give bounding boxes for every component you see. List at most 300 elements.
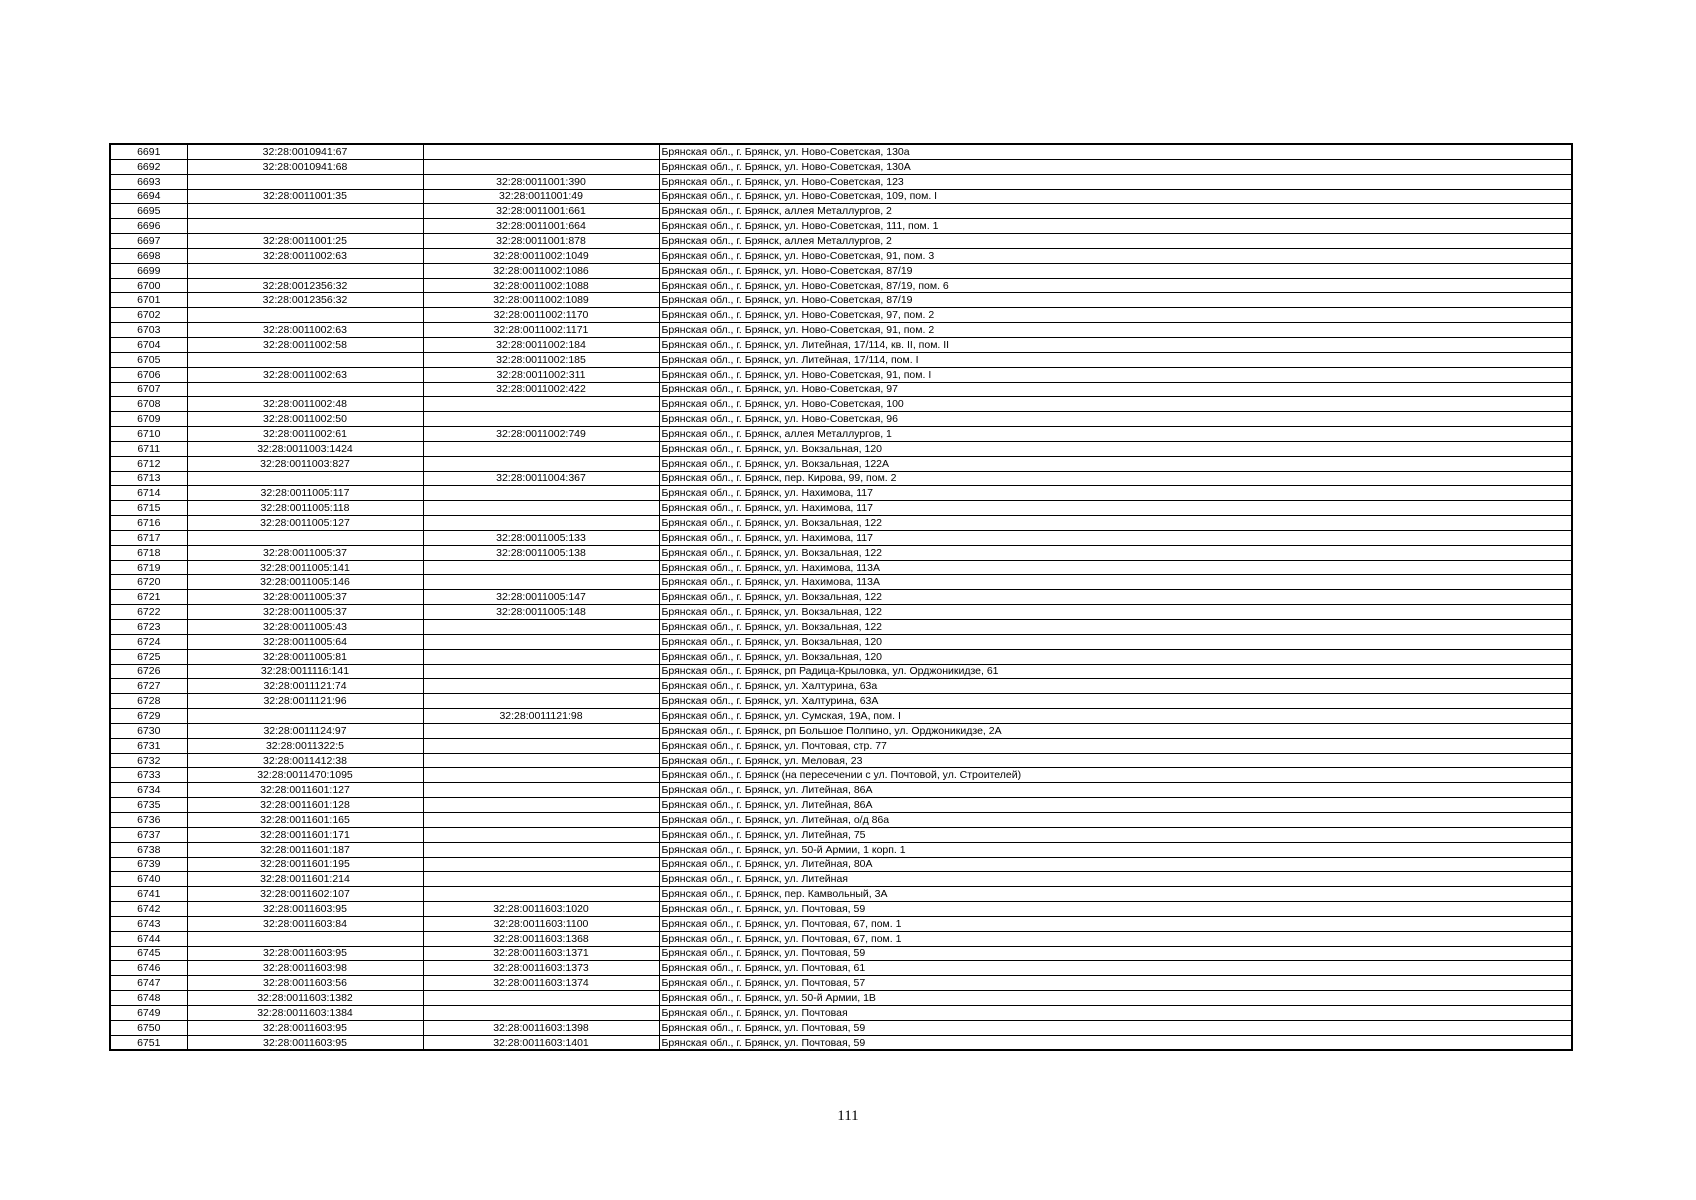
row-number-cell: 6715 — [110, 501, 187, 516]
land-cadastral-number-cell: 32:28:0011603:56 — [187, 976, 423, 991]
land-cadastral-number-cell: 32:28:0011601:187 — [187, 842, 423, 857]
land-cadastral-number-cell: 32:28:0011005:64 — [187, 634, 423, 649]
object-cadastral-number-cell: 32:28:0011603:1373 — [423, 961, 659, 976]
address-cell: Брянская обл., г. Брянск, пер. Камвольный, 3А — [659, 887, 1572, 902]
address-cell: Брянская обл., г. Брянск, ул. Литейная — [659, 872, 1572, 887]
land-cadastral-number-cell — [187, 931, 423, 946]
table-row — [110, 575, 1572, 590]
object-cadastral-number-cell: 32:28:0011001:49 — [423, 189, 659, 204]
address-cell: Брянская обл., г. Брянск, ул. Ново-Советская, 97, пом. 2 — [659, 308, 1572, 323]
land-cadastral-number-cell: 32:28:0011470:1095 — [187, 768, 423, 783]
table-row — [110, 248, 1572, 263]
object-cadastral-number-cell — [423, 827, 659, 842]
address-cell: Брянская обл., г. Брянск, ул. Меловая, 23 — [659, 753, 1572, 768]
object-cadastral-number-cell: 32:28:0011004:367 — [423, 471, 659, 486]
table-row — [110, 738, 1572, 753]
object-cadastral-number-cell: 32:28:0011002:1171 — [423, 323, 659, 338]
object-cadastral-number-cell — [423, 560, 659, 575]
land-cadastral-number-cell: 32:28:0011322:5 — [187, 738, 423, 753]
land-cadastral-number-cell: 32:28:0011002:63 — [187, 248, 423, 263]
land-cadastral-number-cell: 32:28:0011005:117 — [187, 486, 423, 501]
table-row — [110, 976, 1572, 991]
land-cadastral-number-cell: 32:28:0011002:50 — [187, 412, 423, 427]
address-cell: Брянская обл., г. Брянск, ул. Вокзальная, 122А — [659, 456, 1572, 471]
address-cell: Брянская обл., г. Брянск, ул. Вокзальная, 122 — [659, 545, 1572, 560]
land-cadastral-number-cell: 32:28:0011603:95 — [187, 902, 423, 917]
object-cadastral-number-cell — [423, 516, 659, 531]
table-row — [110, 1035, 1572, 1050]
table-row — [110, 501, 1572, 516]
object-cadastral-number-cell: 32:28:0011002:311 — [423, 367, 659, 382]
land-cadastral-number-cell: 32:28:0011603:84 — [187, 916, 423, 931]
table-row — [110, 902, 1572, 917]
address-cell: Брянская обл., г. Брянск, ул. Почтовая, 67, пом. 1 — [659, 931, 1572, 946]
table-row — [110, 753, 1572, 768]
row-number-cell: 6726 — [110, 664, 187, 679]
table-row — [110, 887, 1572, 902]
land-cadastral-number-cell: 32:28:0011001:25 — [187, 234, 423, 249]
table-row — [110, 471, 1572, 486]
address-cell: Брянская обл., г. Брянск, ул. Литейная, 80А — [659, 857, 1572, 872]
land-cadastral-number-cell: 32:28:0011002:61 — [187, 427, 423, 442]
land-cadastral-number-cell: 32:28:0011601:165 — [187, 812, 423, 827]
row-number-cell: 6708 — [110, 397, 187, 412]
row-number-cell: 6709 — [110, 412, 187, 427]
row-number-cell: 6729 — [110, 709, 187, 724]
land-cadastral-number-cell: 32:28:0011003:827 — [187, 456, 423, 471]
row-number-cell: 6711 — [110, 441, 187, 456]
address-cell: Брянская обл., г. Брянск, ул. Почтовая, 61 — [659, 961, 1572, 976]
land-cadastral-number-cell: 32:28:0011603:1382 — [187, 991, 423, 1006]
address-cell: Брянская обл., г. Брянск, рп Радица-Крыловка, ул. Орджоникидзе, 61 — [659, 664, 1572, 679]
land-cadastral-number-cell: 32:28:0011121:74 — [187, 679, 423, 694]
object-cadastral-number-cell — [423, 412, 659, 427]
object-cadastral-number-cell: 32:28:0011603:1401 — [423, 1035, 659, 1050]
address-cell: Брянская обл., г. Брянск, ул. Халтурина, 63А — [659, 694, 1572, 709]
row-number-cell: 6724 — [110, 634, 187, 649]
object-cadastral-number-cell: 32:28:0011002:1088 — [423, 278, 659, 293]
land-cadastral-number-cell: 32:28:0011603:1384 — [187, 1005, 423, 1020]
row-number-cell: 6745 — [110, 946, 187, 961]
object-cadastral-number-cell — [423, 753, 659, 768]
address-cell: Брянская обл., г. Брянск, ул. 50-й Армии, 1 корп. 1 — [659, 842, 1572, 857]
table-row — [110, 219, 1572, 234]
land-cadastral-number-cell: 32:28:0011603:95 — [187, 1020, 423, 1035]
table-row — [110, 234, 1572, 249]
table-row — [110, 1005, 1572, 1020]
land-cadastral-number-cell — [187, 204, 423, 219]
row-number-cell: 6746 — [110, 961, 187, 976]
table-row — [110, 278, 1572, 293]
address-cell: Брянская обл., г. Брянск, ул. Нахимова, 117 — [659, 530, 1572, 545]
land-cadastral-number-cell: 32:28:0010941:68 — [187, 159, 423, 174]
object-cadastral-number-cell — [423, 441, 659, 456]
object-cadastral-number-cell — [423, 783, 659, 798]
table-row — [110, 649, 1572, 664]
address-cell: Брянская обл., г. Брянск, пер. Кирова, 99, пом. 2 — [659, 471, 1572, 486]
land-cadastral-number-cell: 32:28:0012356:32 — [187, 293, 423, 308]
object-cadastral-number-cell: 32:28:0011001:878 — [423, 234, 659, 249]
land-cadastral-number-cell: 32:28:0011002:58 — [187, 337, 423, 352]
object-cadastral-number-cell — [423, 798, 659, 813]
address-cell: Брянская обл., г. Брянск, ул. Почтовая, 67, пом. 1 — [659, 916, 1572, 931]
land-cadastral-number-cell — [187, 174, 423, 189]
object-cadastral-number-cell: 32:28:0011002:1170 — [423, 308, 659, 323]
table-row — [110, 308, 1572, 323]
row-number-cell: 6744 — [110, 931, 187, 946]
address-cell: Брянская обл., г. Брянск, ул. Литейная, 75 — [659, 827, 1572, 842]
object-cadastral-number-cell: 32:28:0011002:1089 — [423, 293, 659, 308]
row-number-cell: 6700 — [110, 278, 187, 293]
address-cell: Брянская обл., г. Брянск, ул. Ново-Советская, 97 — [659, 382, 1572, 397]
object-cadastral-number-cell: 32:28:0011001:390 — [423, 174, 659, 189]
row-number-cell: 6747 — [110, 976, 187, 991]
address-cell: Брянская обл., г. Брянск, ул. Халтурина, 63а — [659, 679, 1572, 694]
row-number-cell: 6703 — [110, 323, 187, 338]
table-row — [110, 723, 1572, 738]
table-row — [110, 456, 1572, 471]
table-row — [110, 189, 1572, 204]
object-cadastral-number-cell — [423, 649, 659, 664]
address-cell: Брянская обл., г. Брянск, ул. Литейная, 86А — [659, 783, 1572, 798]
address-cell: Брянская обл., г. Брянск, ул. Ново-Советская, 87/19, пом. 6 — [659, 278, 1572, 293]
address-cell: Брянская обл., г. Брянск, ул. Ново-Советская, 109, пом. I — [659, 189, 1572, 204]
land-cadastral-number-cell: 32:28:0011116:141 — [187, 664, 423, 679]
address-cell: Брянская обл., г. Брянск, ул. Ново-Советская, 91, пом. 3 — [659, 248, 1572, 263]
object-cadastral-number-cell — [423, 738, 659, 753]
address-cell: Брянская обл., г. Брянск, ул. Ново-Советская, 130А — [659, 159, 1572, 174]
row-number-cell: 6694 — [110, 189, 187, 204]
table-row — [110, 263, 1572, 278]
object-cadastral-number-cell: 32:28:0011005:138 — [423, 545, 659, 560]
address-cell: Брянская обл., г. Брянск, аллея Металлургов, 2 — [659, 234, 1572, 249]
table-row — [110, 560, 1572, 575]
address-cell: Брянская обл., г. Брянск, ул. Литейная, 17/114, кв. II, пом. II — [659, 337, 1572, 352]
table-row — [110, 768, 1572, 783]
table-row — [110, 872, 1572, 887]
row-number-cell: 6701 — [110, 293, 187, 308]
address-cell: Брянская обл., г. Брянск, ул. Ново-Советская, 100 — [659, 397, 1572, 412]
land-cadastral-number-cell: 32:28:0011121:96 — [187, 694, 423, 709]
object-cadastral-number-cell: 32:28:0011002:1049 — [423, 248, 659, 263]
land-cadastral-number-cell — [187, 709, 423, 724]
table-row — [110, 783, 1572, 798]
address-cell: Брянская обл., г. Брянск, ул. Вокзальная, 122 — [659, 620, 1572, 635]
table-row — [110, 620, 1572, 635]
row-number-cell: 6728 — [110, 694, 187, 709]
row-number-cell: 6706 — [110, 367, 187, 382]
table-row — [110, 827, 1572, 842]
page-number: 111 — [837, 1108, 859, 1124]
row-number-cell: 6742 — [110, 902, 187, 917]
land-cadastral-number-cell: 32:28:0011602:107 — [187, 887, 423, 902]
land-cadastral-number-cell — [187, 471, 423, 486]
table-row — [110, 382, 1572, 397]
address-cell: Брянская обл., г. Брянск, ул. Нахимова, 117 — [659, 501, 1572, 516]
land-cadastral-number-cell: 32:28:0011005:37 — [187, 605, 423, 620]
row-number-cell: 6702 — [110, 308, 187, 323]
address-cell: Брянская обл., г. Брянск, ул. Почтовая, 59 — [659, 902, 1572, 917]
land-cadastral-number-cell: 32:28:0011005:43 — [187, 620, 423, 635]
object-cadastral-number-cell — [423, 857, 659, 872]
row-number-cell: 6736 — [110, 812, 187, 827]
object-cadastral-number-cell — [423, 842, 659, 857]
table-row — [110, 931, 1572, 946]
address-cell: Брянская обл., г. Брянск, ул. Вокзальная, 120 — [659, 441, 1572, 456]
object-cadastral-number-cell: 32:28:0011002:422 — [423, 382, 659, 397]
row-number-cell: 6720 — [110, 575, 187, 590]
table-row — [110, 916, 1572, 931]
table-row — [110, 694, 1572, 709]
table-row — [110, 961, 1572, 976]
table-row — [110, 679, 1572, 694]
row-number-cell: 6735 — [110, 798, 187, 813]
row-number-cell: 6712 — [110, 456, 187, 471]
object-cadastral-number-cell — [423, 679, 659, 694]
row-number-cell: 6693 — [110, 174, 187, 189]
row-number-cell: 6714 — [110, 486, 187, 501]
address-cell: Брянская обл., г. Брянск, ул. Нахимова, 117 — [659, 486, 1572, 501]
row-number-cell: 6727 — [110, 679, 187, 694]
land-cadastral-number-cell: 32:28:0011124:97 — [187, 723, 423, 738]
address-cell: Брянская обл., г. Брянск, ул. Ново-Советская, 87/19 — [659, 293, 1572, 308]
table-row — [110, 159, 1572, 174]
address-cell: Брянская обл., г. Брянск, ул. Нахимова, 113А — [659, 560, 1572, 575]
land-cadastral-number-cell: 32:28:0011005:118 — [187, 501, 423, 516]
object-cadastral-number-cell — [423, 664, 659, 679]
table-row — [110, 412, 1572, 427]
land-cadastral-number-cell: 32:28:0011603:98 — [187, 961, 423, 976]
object-cadastral-number-cell: 32:28:0011002:749 — [423, 427, 659, 442]
table-row — [110, 144, 1572, 159]
land-cadastral-number-cell: 32:28:0011601:171 — [187, 827, 423, 842]
row-number-cell: 6730 — [110, 723, 187, 738]
address-cell: Брянская обл., г. Брянск, ул. Ново-Советская, 123 — [659, 174, 1572, 189]
row-number-cell: 6723 — [110, 620, 187, 635]
land-cadastral-number-cell: 32:28:0011002:63 — [187, 367, 423, 382]
table-row — [110, 323, 1572, 338]
object-cadastral-number-cell — [423, 768, 659, 783]
address-cell: Брянская обл., г. Брянск, ул. Литейная, о/д 86а — [659, 812, 1572, 827]
row-number-cell: 6695 — [110, 204, 187, 219]
object-cadastral-number-cell — [423, 723, 659, 738]
row-number-cell: 6696 — [110, 219, 187, 234]
object-cadastral-number-cell: 32:28:0011603:1371 — [423, 946, 659, 961]
object-cadastral-number-cell — [423, 694, 659, 709]
land-cadastral-number-cell — [187, 382, 423, 397]
object-cadastral-number-cell: 32:28:0011121:98 — [423, 709, 659, 724]
table-row — [110, 857, 1572, 872]
object-cadastral-number-cell — [423, 812, 659, 827]
object-cadastral-number-cell — [423, 1005, 659, 1020]
table-row — [110, 352, 1572, 367]
object-cadastral-number-cell — [423, 144, 659, 159]
object-cadastral-number-cell: 32:28:0011002:1086 — [423, 263, 659, 278]
row-number-cell: 6738 — [110, 842, 187, 857]
table-row — [110, 441, 1572, 456]
land-cadastral-number-cell: 32:28:0011603:95 — [187, 1035, 423, 1050]
address-cell: Брянская обл., г. Брянск, ул. Почтовая, 59 — [659, 946, 1572, 961]
row-number-cell: 6734 — [110, 783, 187, 798]
land-cadastral-number-cell: 32:28:0012356:32 — [187, 278, 423, 293]
table-row — [110, 1020, 1572, 1035]
table-row — [110, 605, 1572, 620]
land-cadastral-number-cell: 32:28:0011005:37 — [187, 545, 423, 560]
object-cadastral-number-cell — [423, 575, 659, 590]
row-number-cell: 6719 — [110, 560, 187, 575]
table-row — [110, 530, 1572, 545]
row-number-cell: 6749 — [110, 1005, 187, 1020]
registry-table — [109, 143, 1573, 1051]
table-row — [110, 174, 1572, 189]
object-cadastral-number-cell: 32:28:0011002:184 — [423, 337, 659, 352]
address-cell: Брянская обл., г. Брянск, ул. Ново-Советская, 91, пом. I — [659, 367, 1572, 382]
object-cadastral-number-cell — [423, 620, 659, 635]
object-cadastral-number-cell: 32:28:0011005:147 — [423, 590, 659, 605]
address-cell: Брянская обл., г. Брянск, ул. Почтовая, стр. 77 — [659, 738, 1572, 753]
row-number-cell: 6699 — [110, 263, 187, 278]
object-cadastral-number-cell — [423, 456, 659, 471]
table-row — [110, 427, 1572, 442]
address-cell: Брянская обл., г. Брянск, ул. Вокзальная, 122 — [659, 590, 1572, 605]
land-cadastral-number-cell: 32:28:0011601:195 — [187, 857, 423, 872]
address-cell: Брянская обл., г. Брянск, ул. Ново-Советская, 87/19 — [659, 263, 1572, 278]
object-cadastral-number-cell — [423, 501, 659, 516]
object-cadastral-number-cell: 32:28:0011603:1100 — [423, 916, 659, 931]
row-number-cell: 6692 — [110, 159, 187, 174]
address-cell: Брянская обл., г. Брянск, ул. Вокзальная, 122 — [659, 605, 1572, 620]
land-cadastral-number-cell: 32:28:0011601:128 — [187, 798, 423, 813]
table-row — [110, 545, 1572, 560]
table-row — [110, 293, 1572, 308]
object-cadastral-number-cell: 32:28:0011001:661 — [423, 204, 659, 219]
address-cell: Брянская обл., г. Брянск, ул. Почтовая, 59 — [659, 1020, 1572, 1035]
row-number-cell: 6739 — [110, 857, 187, 872]
table-row — [110, 337, 1572, 352]
land-cadastral-number-cell: 32:28:0010941:67 — [187, 144, 423, 159]
row-number-cell: 6697 — [110, 234, 187, 249]
row-number-cell: 6716 — [110, 516, 187, 531]
address-cell: Брянская обл., г. Брянск, ул. 50-й Армии, 1В — [659, 991, 1572, 1006]
address-cell: Брянская обл., г. Брянск, ул. Ново-Советская, 111, пом. 1 — [659, 219, 1572, 234]
address-cell: Брянская обл., г. Брянск (на пересечении с ул. Почтовой, ул. Строителей) — [659, 768, 1572, 783]
land-cadastral-number-cell: 32:28:0011002:48 — [187, 397, 423, 412]
land-cadastral-number-cell: 32:28:0011005:141 — [187, 560, 423, 575]
address-cell: Брянская обл., г. Брянск, ул. Вокзальная, 122 — [659, 516, 1572, 531]
row-number-cell: 6732 — [110, 753, 187, 768]
row-number-cell: 6751 — [110, 1035, 187, 1050]
table-row — [110, 486, 1572, 501]
land-cadastral-number-cell: 32:28:0011412:38 — [187, 753, 423, 768]
row-number-cell: 6713 — [110, 471, 187, 486]
row-number-cell: 6721 — [110, 590, 187, 605]
row-number-cell: 6691 — [110, 144, 187, 159]
object-cadastral-number-cell — [423, 397, 659, 412]
address-cell: Брянская обл., г. Брянск, ул. Ново-Советская, 91, пом. 2 — [659, 323, 1572, 338]
address-cell: Брянская обл., г. Брянск, ул. Литейная, 86А — [659, 798, 1572, 813]
land-cadastral-number-cell — [187, 530, 423, 545]
object-cadastral-number-cell: 32:28:0011001:664 — [423, 219, 659, 234]
address-cell: Брянская обл., г. Брянск, аллея Металлургов, 1 — [659, 427, 1572, 442]
address-cell: Брянская обл., г. Брянск, ул. Литейная, 17/114, пом. I — [659, 352, 1572, 367]
table-row — [110, 798, 1572, 813]
land-cadastral-number-cell: 32:28:0011001:35 — [187, 189, 423, 204]
land-cadastral-number-cell: 32:28:0011002:63 — [187, 323, 423, 338]
land-cadastral-number-cell: 32:28:0011005:146 — [187, 575, 423, 590]
row-number-cell: 6710 — [110, 427, 187, 442]
land-cadastral-number-cell — [187, 308, 423, 323]
object-cadastral-number-cell: 32:28:0011005:133 — [423, 530, 659, 545]
land-cadastral-number-cell: 32:28:0011005:81 — [187, 649, 423, 664]
object-cadastral-number-cell — [423, 872, 659, 887]
address-cell: Брянская обл., г. Брянск, рп Большое Полпино, ул. Орджоникидзе, 2А — [659, 723, 1572, 738]
table-row — [110, 664, 1572, 679]
row-number-cell: 6731 — [110, 738, 187, 753]
table-row — [110, 397, 1572, 412]
table-row — [110, 516, 1572, 531]
address-cell: Брянская обл., г. Брянск, ул. Ново-Советская, 96 — [659, 412, 1572, 427]
land-cadastral-number-cell: 32:28:0011005:37 — [187, 590, 423, 605]
object-cadastral-number-cell — [423, 887, 659, 902]
row-number-cell: 6707 — [110, 382, 187, 397]
object-cadastral-number-cell: 32:28:0011603:1398 — [423, 1020, 659, 1035]
row-number-cell: 6750 — [110, 1020, 187, 1035]
row-number-cell: 6748 — [110, 991, 187, 1006]
object-cadastral-number-cell: 32:28:0011002:185 — [423, 352, 659, 367]
object-cadastral-number-cell: 32:28:0011603:1368 — [423, 931, 659, 946]
table-row — [110, 946, 1572, 961]
table-row — [110, 842, 1572, 857]
address-cell: Брянская обл., г. Брянск, ул. Сумская, 19А, пом. I — [659, 709, 1572, 724]
address-cell: Брянская обл., г. Брянск, аллея Металлургов, 2 — [659, 204, 1572, 219]
land-cadastral-number-cell: 32:28:0011603:95 — [187, 946, 423, 961]
address-cell: Брянская обл., г. Брянск, ул. Почтовая, 59 — [659, 1035, 1572, 1050]
row-number-cell: 6717 — [110, 530, 187, 545]
table-row — [110, 634, 1572, 649]
land-cadastral-number-cell: 32:28:0011003:1424 — [187, 441, 423, 456]
address-cell: Брянская обл., г. Брянск, ул. Вокзальная, 120 — [659, 649, 1572, 664]
address-cell: Брянская обл., г. Брянск, ул. Нахимова, 113А — [659, 575, 1572, 590]
row-number-cell: 6718 — [110, 545, 187, 560]
table-row — [110, 204, 1572, 219]
object-cadastral-number-cell — [423, 159, 659, 174]
land-cadastral-number-cell — [187, 219, 423, 234]
row-number-cell: 6698 — [110, 248, 187, 263]
row-number-cell: 6705 — [110, 352, 187, 367]
table-row — [110, 590, 1572, 605]
land-cadastral-number-cell: 32:28:0011005:127 — [187, 516, 423, 531]
land-cadastral-number-cell — [187, 352, 423, 367]
registry-table-body — [110, 144, 1572, 1050]
object-cadastral-number-cell: 32:28:0011603:1020 — [423, 902, 659, 917]
table-row — [110, 367, 1572, 382]
table-row — [110, 709, 1572, 724]
table-row — [110, 991, 1572, 1006]
address-cell: Брянская обл., г. Брянск, ул. Вокзальная, 120 — [659, 634, 1572, 649]
row-number-cell: 6733 — [110, 768, 187, 783]
object-cadastral-number-cell — [423, 486, 659, 501]
row-number-cell: 6743 — [110, 916, 187, 931]
object-cadastral-number-cell — [423, 634, 659, 649]
row-number-cell: 6741 — [110, 887, 187, 902]
land-cadastral-number-cell — [187, 263, 423, 278]
land-cadastral-number-cell: 32:28:0011601:214 — [187, 872, 423, 887]
address-cell: Брянская обл., г. Брянск, ул. Ново-Советская, 130а — [659, 144, 1572, 159]
table-row — [110, 812, 1572, 827]
row-number-cell: 6740 — [110, 872, 187, 887]
address-cell: Брянская обл., г. Брянск, ул. Почтовая, 57 — [659, 976, 1572, 991]
row-number-cell: 6704 — [110, 337, 187, 352]
